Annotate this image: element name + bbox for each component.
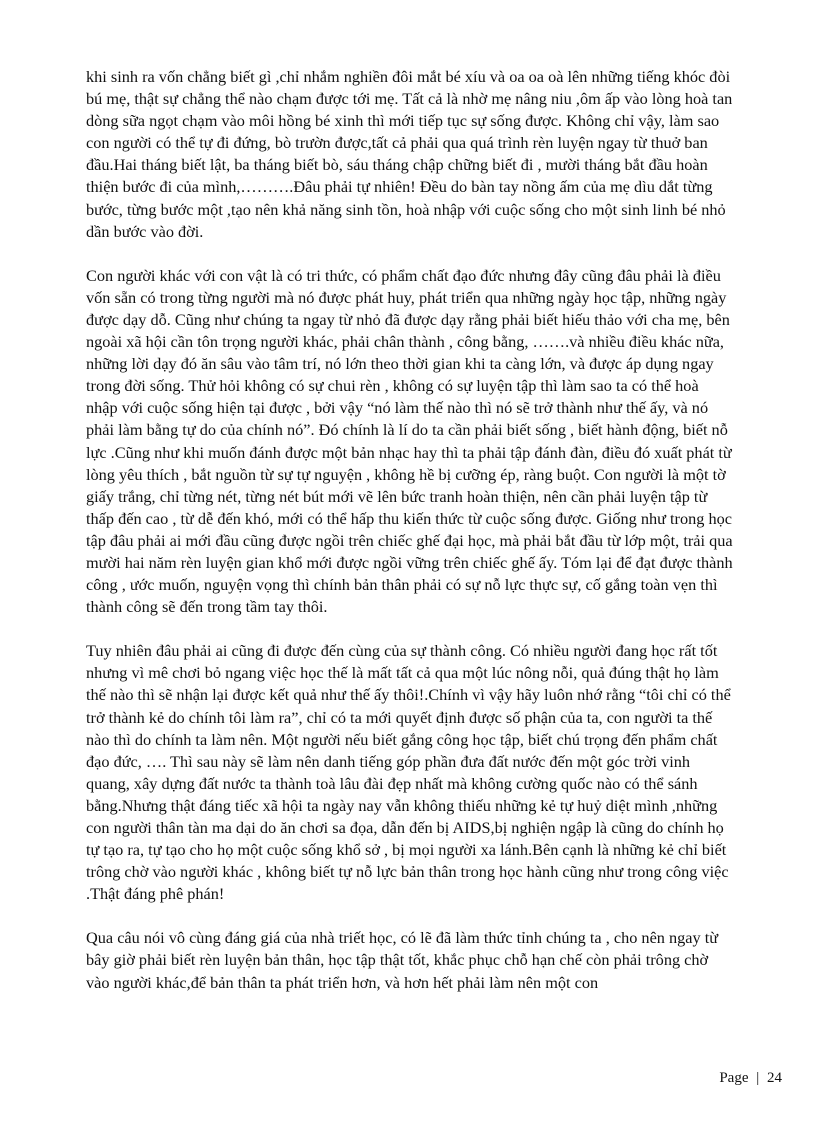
footer-separator: | bbox=[756, 1070, 760, 1086]
page-number: 24 bbox=[767, 1070, 782, 1086]
paragraph: khi sinh ra vốn chẳng biết gì ,chỉ nhắm nghiền đôi mắt bé xíu và oa oa oà lên những tiếng khóc đòi bú mẹ, thật sự chẳng thể nào chạm được tới mẹ. Tất cả là nhờ mẹ nâng niu ,ôm ấp vào lòng hoà tan dòng sữa ngọt chạm vào môi hồng bé xinh thì mới tiếp tục sự sống được. Không chỉ vậy, làm sao con người có thể tự đi đứng, bò trườn được,tất cả phải qua quá trình rèn luyện ngay từ thuở ban đầu.Hai tháng biết lật, ba tháng biết bò, sáu tháng chập chững biết đi , mười tháng bắt đầu hoàn thiện bước đi của mình,……….Đâu phải tự nhiên! Đều do bàn tay nồng ấm của mẹ dìu dắt từng bước, từng bước một ,tạo nên khả năng sinh tồn, hoà nhập với cuộc sống cho một sinh linh bé nhỏ dần bước vào đời. bbox=[86, 67, 733, 241]
page-footer bbox=[719, 1070, 782, 1087]
page-label: Page bbox=[719, 1070, 749, 1086]
paragraph: Qua câu nói vô cùng đáng giá của nhà triết học, có lẽ đã làm thức tỉnh chúng ta , cho nên ngay từ bây giờ phải biết rèn luyện bản thân, học tập thật tốt, khắc phục chỗ hạn chế còn phải trông chờ vào người khác,để bản thân ta phát triển hơn, và hơn hết phải làm nên một con bbox=[86, 928, 719, 992]
paragraph: Con người khác với con vật là có tri thức, có phẩm chất đạo đức nhưng đây cũng đâu phải là điều vốn sẵn có trong từng người mà nó được phát huy, phát triển qua những ngày học tập, những ngày được dạy dỗ. Cũng như chúng ta ngay từ nhỏ đã được dạy rằng phải biết hiếu thảo với cha mẹ, bên ngoài xã hội cần tôn trọng người khác, phải chân thành , công bằng, …….và nhiều điều khác nữa, những lời dạy đó ăn sâu vào tâm trí, nó lớn theo thời gian khi ta càng lớn, và được áp dụng ngay trong đời sống. Thử hỏi không có sự chui rèn , không có sự luyện tập thì làm sao ta có thể hoà nhập với cuộc sống hiện tại được , bởi vậy “nó làm thế nào thì nó sẽ trở thành như thế ấy, và nó phải làm bằng tự do của chính nó”. Đó chính là lí do ta cần phải biết sống , biết hành động, biết nỗ lực .Cũng như khi muốn đánh được một bản nhạc hay thì ta phải tập đánh đàn, điều đó xuất phát từ lòng yêu thích , bắt nguồn từ sự tự nguyện , không hề bị cưỡng ép, ràng buột. Con người là một tờ giấy trắng, chỉ từng nét, từng nét bút mới vẽ lên bức tranh hoàn thiện, nên cần phải luyện tập từ thấp đến cao , từ dễ đến khó, mới có thể hấp thu kiến thức từ cuộc sống được. Giống như trong học tập đâu phải ai mới đầu cũng được ngồi trên chiếc ghế đại học, mà phải bắt đầu từ lớp một, trải qua mười hai năm rèn luyện gian khổ mới được ngồi vững trên chiếc ghế ấy. Tóm lại để đạt được thành công , ước muốn, nguyện vọng thì chính bản thân phải có sự nỗ lực thực sự, cố gắng toàn vẹn thì thành công sẽ đến trong tầm tay thôi. bbox=[86, 265, 733, 617]
paragraph: Tuy nhiên đâu phải ai cũng đi được đến cùng của sự thành công. Có nhiều người đang học rất tốt nhưng vì mê chơi bỏ ngang việc học thế là mất tất cả qua một lúc nông nỗi, quả đúng thật họ làm thế nào thì sẽ nhận lại được kết quả như thế ấy thôi!.Chính vì vậy hãy luôn nhớ rằng “tôi chỉ có thể trở thành kẻ do chính tôi làm ra”, chỉ có ta mới quyết định được số phận của ta, con người ta thế nào thì do chính ta làm nên. Một người nếu biết gắng công học tập, biết chú trọng đến phẩm chất đạo đức, …. Thì sau này sẽ làm nên danh tiếng góp phần đưa đất nước đến một góc trời vinh quang, xây dựng đất nước ta thành toà lâu đài đẹp nhất mà không cường quốc nào có thể sánh bằng.Nhưng thật đáng tiếc xã hội ta ngày nay vẫn không thiếu những kẻ tự huỷ diệt mình ,những con người thân tàn ma dại do ăn chơi sa đọa, dẫn đến bị AIDS,bị nghiện ngập là cũng do chính họ tự tạo ra, tự tạo cho họ một cuộc sống khổ sở , bị mọi người xa lánh.Bên cạnh là những kẻ chỉ biết trông chờ vào người khác , không biết tự nỗ lực bản thân trong học hành cũng như trong công việc .Thật đáng phê phán! bbox=[86, 641, 731, 904]
document-body bbox=[86, 66, 734, 1016]
